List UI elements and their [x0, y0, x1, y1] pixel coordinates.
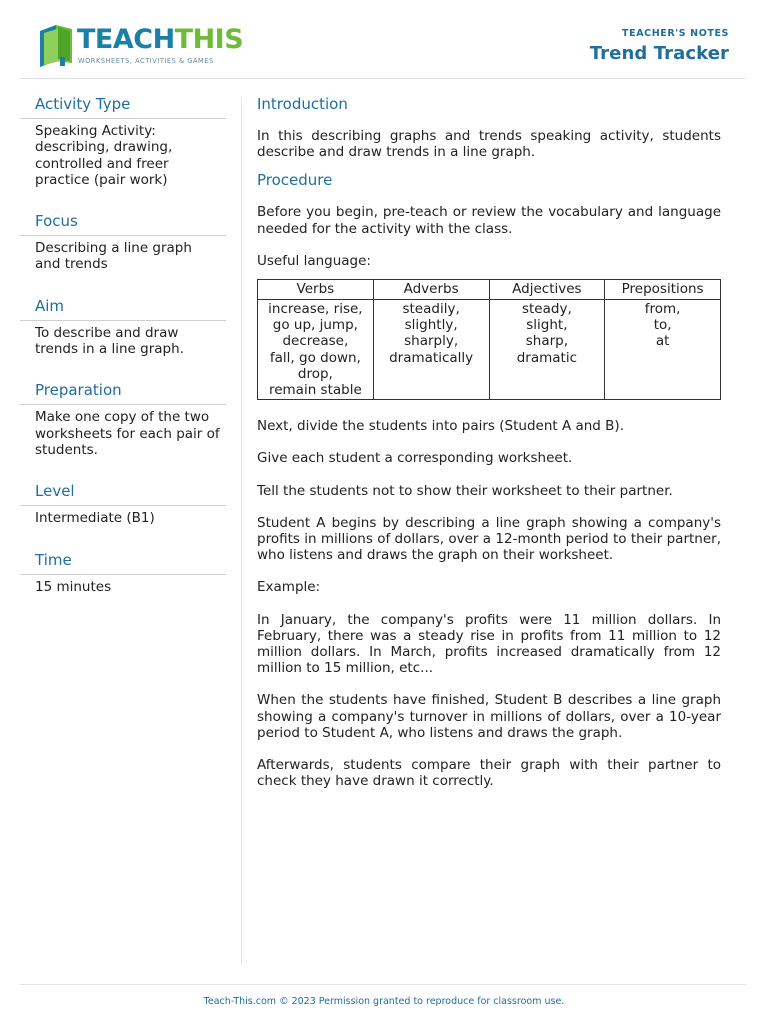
table-cell-line: dramatically: [389, 349, 474, 366]
page-header: [20, 0, 746, 79]
prepositions-cell: [605, 300, 721, 400]
procedure-paragraph-2: Useful language:: [257, 252, 371, 269]
procedure-paragraph-6: Student A begins by describing a line graph showing a company's profits in millions of dollars, over a 12-month period to their partner, who listens and draws the graph on their worksheet.: [257, 514, 721, 564]
procedure-paragraph-1: Before you begin, pre-teach or review the vocabulary and language needed for the activity with the class.: [257, 204, 721, 237]
table-cell-line: slight,: [526, 317, 568, 334]
table-cell-line: steady,: [521, 301, 572, 318]
preparation-heading: Preparation: [20, 379, 226, 405]
procedure-paragraph-9: When the students have finished, Student B describes a line graph showing a company's turnover in millions of dollars, over a 10-year period to Student A, who listens and draws the graph.: [257, 692, 721, 741]
table-cell-line: at: [655, 333, 670, 350]
table-header-cell: Prepositions: [605, 280, 721, 300]
table-header-row: [258, 280, 721, 300]
teachers-notes-label: TEACHER'S NOTES: [622, 28, 729, 39]
table-cell-line: slightly,: [404, 317, 458, 334]
main-content: [257, 93, 721, 789]
activity-type-text: Speaking Activity: describing, drawing, controlled and freer practice (pair work): [35, 123, 173, 188]
table-cell-line: to,: [653, 317, 672, 334]
time-heading: Time: [20, 549, 226, 575]
table-row: [258, 300, 721, 400]
level-text: Intermediate (B1): [35, 510, 155, 527]
activity-type-section: [20, 93, 226, 188]
table-cell-line: sharp,: [525, 333, 569, 350]
aim-text: To describe and draw trends in a line graph.: [35, 324, 184, 358]
footer-copyright[interactable]: Teach-This.com © 2023 Permission granted to reproduce for classroom use.: [203, 996, 565, 1007]
book-logo-icon: [36, 23, 74, 67]
procedure-paragraph-5: Tell the students not to show their worksheet to their partner.: [257, 482, 673, 499]
table-cell-line: go up, jump,: [272, 317, 358, 334]
aim-section: [20, 295, 226, 358]
focus-section: [20, 210, 226, 273]
table-cell-line: fall, go down,: [269, 349, 361, 366]
table-header-cell: Adverbs: [373, 280, 489, 300]
table-cell-line: drop,: [297, 365, 333, 382]
focus-text: Describing a line graph and trends: [35, 240, 192, 273]
logo-wordmark: TEACHTHIS: [77, 24, 244, 55]
table-cell-line: sharply,: [404, 333, 459, 350]
table-cell-line: remain stable: [268, 382, 362, 399]
time-text: 15 minutes: [35, 578, 112, 595]
table-cell-line: dramatic: [516, 349, 578, 366]
time-section: [20, 549, 226, 595]
teach-this-logo[interactable]: [36, 22, 246, 72]
table-cell-line: decrease,: [282, 333, 349, 350]
activity-type-heading: Activity Type: [20, 93, 226, 119]
useful-language-table: [257, 279, 721, 400]
adjectives-cell: [489, 300, 605, 400]
procedure-paragraph-8: In January, the company's profits were 11 million dollars. In February, there was a steady rise in profits from 11 million to 12 million dollars. In March, profits increased dramatically from 12 million to 15 million, etc...: [257, 611, 721, 677]
preparation-section: [20, 379, 226, 458]
verbs-cell: [258, 300, 374, 400]
adverbs-cell: [373, 300, 489, 400]
table-header-cell: Adjectives: [489, 280, 605, 300]
procedure-paragraph-3: Next, divide the students into pairs (Student A and B).: [257, 418, 624, 435]
procedure-paragraph-10: Afterwards, students compare their graph with their partner to check they have drawn it correctly.: [257, 757, 721, 790]
level-section: [20, 480, 226, 526]
logo-tagline: WORKSHEETS, ACTIVITIES & GAMES: [78, 57, 214, 65]
introduction-text: In this describing graphs and trends speaking activity, students describe and draw trends in a line graph.: [257, 128, 721, 161]
footer-divider: [20, 984, 746, 985]
table-cell-line: from,: [644, 301, 681, 318]
table-header-cell: Verbs: [258, 280, 374, 300]
level-heading: Level: [20, 480, 226, 506]
table-cell-line: steadily,: [402, 301, 460, 318]
column-divider: [241, 97, 242, 965]
aim-heading: Aim: [20, 295, 226, 321]
procedure-heading: Procedure: [257, 171, 333, 190]
sidebar: [20, 93, 226, 595]
procedure-paragraph-4: Give each student a corresponding worksheet.: [257, 450, 573, 467]
focus-heading: Focus: [20, 210, 226, 236]
introduction-heading: Introduction: [257, 95, 348, 113]
preparation-text: Make one copy of the two worksheets for each pair of students.: [35, 409, 220, 458]
table-cell-line: increase, rise,: [268, 301, 363, 318]
procedure-paragraph-7: Example:: [257, 579, 321, 596]
page-title: Trend Tracker: [589, 43, 729, 64]
